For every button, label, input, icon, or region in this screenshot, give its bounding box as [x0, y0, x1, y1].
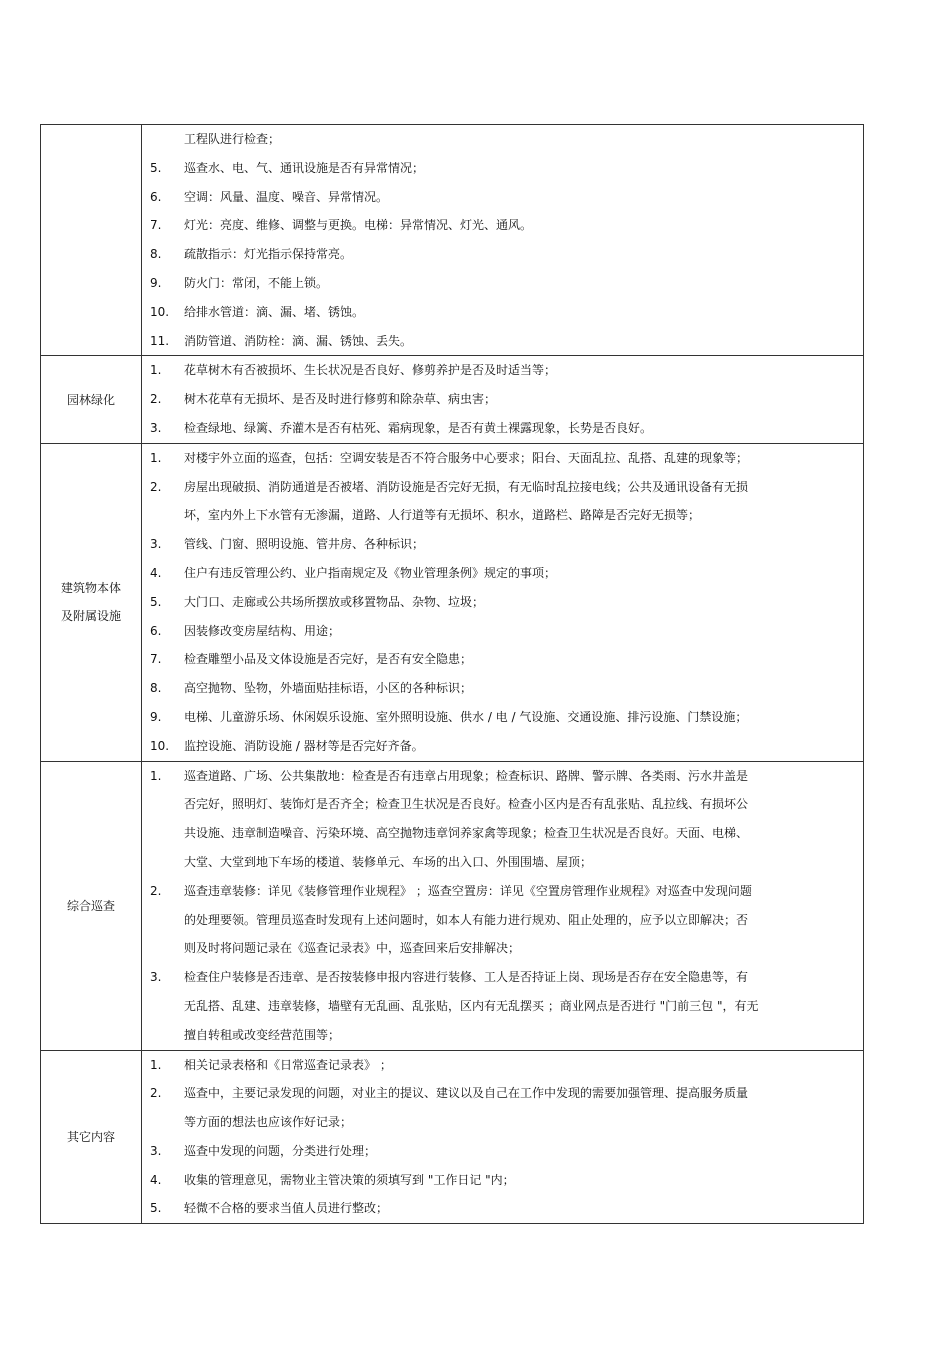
item-text: 大堂、大堂到地下车场的楼道、装修单元、车场的出入口、外围围墙、屋顶； — [184, 854, 593, 869]
item-text: 住户有违反管理公约、业户指南规定及《物业管理条例》规定的事项； — [184, 565, 557, 580]
list-item — [142, 790, 863, 819]
category-label: 及附属设施 — [60, 609, 121, 624]
content-cell — [142, 125, 864, 356]
content-cell — [142, 1050, 864, 1224]
item-text: 收集的管理意见，需物业主管决策的须填写到 "工作日记 "内； — [184, 1172, 515, 1187]
item-text: 坏，室内外上下水管有无渗漏，道路、人行道等有无损坏、积水，道路栏、路障是否完好无损等； — [184, 508, 701, 523]
category-label: 园林绿化 — [66, 392, 115, 407]
item-number: 4. — [150, 565, 162, 580]
list-item — [142, 154, 863, 183]
item-text: 监控设施、消防设施 / 器材等是否完好齐备。 — [184, 738, 424, 753]
item-number: 2. — [150, 883, 162, 898]
item-text: 否完好，照明灯、装饰灯是否齐全；检查卫生状况是否良好。检查小区内是否有乱张贴、乱拉线、有损坏公 — [184, 797, 749, 812]
item-number: 6. — [150, 189, 162, 204]
item-text: 树木花草有无损坏、是否及时进行修剪和除杂草、病虫害； — [184, 392, 497, 407]
category-label: 其它内容 — [66, 1129, 115, 1144]
item-text: 轻微不合格的要求当值人员进行整改； — [184, 1201, 389, 1216]
list-item — [142, 269, 863, 298]
category-label: 综合巡查 — [66, 898, 115, 913]
list-item — [142, 762, 863, 791]
content-cell — [142, 356, 864, 443]
item-text: 管线、门窗、照明设施、管井房、各种标识； — [184, 537, 425, 552]
item-text: 消防管道、消防栓：滴、漏、锈蚀、丢失。 — [184, 333, 413, 348]
category-cell — [41, 761, 142, 1050]
item-text: 空调：风量、温度、噪音、异常情况。 — [184, 189, 389, 204]
item-number: 8. — [150, 247, 162, 262]
list-item — [142, 414, 863, 443]
item-text: 灯光：亮度、维修、调整与更换。电梯：异常情况、灯光、通风。 — [184, 218, 533, 233]
item-text: 巡查中，主要记录发现的问题，对业主的提议、建议以及自己在工作中发现的需要加强管理、提高服务质量 — [184, 1086, 749, 1101]
list-item — [142, 444, 863, 473]
list-item — [142, 732, 863, 761]
item-text: 等方面的想法也应该作好记录； — [184, 1115, 353, 1130]
item-text: 无乱搭、乱建、违章装修，墙壁有无乱画、乱张贴，区内有无乱摆买 ；商业网点是否进行 "门前三包 "，有无 — [184, 998, 759, 1013]
category-cell — [41, 443, 142, 761]
list-item — [142, 1079, 863, 1108]
item-number: 7. — [150, 218, 162, 233]
item-text: 对楼宇外立面的巡查，包括：空调安装是否不符合服务中心要求；阳台、天面乱拉、乱搭、乱建的现象等； — [184, 450, 749, 465]
item-number: 3. — [150, 970, 162, 985]
item-number: 10. — [150, 304, 170, 319]
item-text: 高空抛物、坠物，外墙面贴挂标语，小区的各种标识； — [184, 681, 473, 696]
list-item — [142, 1051, 863, 1080]
category-cell — [41, 356, 142, 443]
inspection-table — [40, 124, 864, 1224]
item-number: 1. — [150, 1057, 162, 1072]
list-item — [142, 703, 863, 732]
list-item — [142, 617, 863, 646]
list-item — [142, 559, 863, 588]
item-text: 疏散指示：灯光指示保持常亮。 — [184, 247, 353, 262]
list-item — [142, 992, 863, 1021]
item-text: 擅自转租或改变经营范围等； — [184, 1027, 341, 1042]
content-cell — [142, 443, 864, 761]
list-item — [142, 819, 863, 848]
list-item — [142, 298, 863, 327]
list-item — [142, 645, 863, 674]
list-item — [142, 240, 863, 269]
table-row — [41, 356, 864, 443]
item-number: 1. — [150, 363, 162, 378]
list-item — [142, 385, 863, 414]
item-text: 花草树木有否被损坏、生长状况是否良好、修剪养护是否及时适当等； — [184, 363, 557, 378]
item-number: 2. — [150, 1086, 162, 1101]
item-text: 巡查水、电、气、通讯设施是否有异常情况； — [184, 160, 425, 175]
table-row — [41, 761, 864, 1050]
item-text: 检查住户装修是否违章、是否按装修申报内容进行装修、工人是否持证上岗、现场是否存在安全隐患等，有 — [184, 970, 749, 985]
item-number: 3. — [150, 537, 162, 552]
item-number: 2. — [150, 479, 162, 494]
item-number: 1. — [150, 450, 162, 465]
list-item — [142, 211, 863, 240]
list-item — [142, 183, 863, 212]
item-text: 巡查道路、广场、公共集散地：检查是否有违章占用现象；检查标识、路牌、警示牌、各类雨、污水井盖是 — [184, 768, 749, 783]
table-row — [41, 443, 864, 761]
category-cell — [41, 125, 142, 356]
item-number: 8. — [150, 681, 162, 696]
item-text: 相关记录表格和《日常巡查记录表》 ； — [184, 1057, 392, 1072]
list-item — [142, 501, 863, 530]
item-text: 因装修改变房屋结构、用途； — [184, 623, 341, 638]
item-number: 5. — [150, 160, 162, 175]
item-text: 工程队进行检查； — [184, 132, 281, 146]
item-text: 大门口、走廊或公共场所摆放或移置物品、杂物、垃圾； — [184, 594, 485, 609]
list-item — [142, 1108, 863, 1137]
list-item — [142, 1194, 863, 1223]
list-item — [142, 963, 863, 992]
list-item — [142, 1137, 863, 1166]
item-text: 电梯、儿童游乐场、休闲娱乐设施、室外照明设施、供水 / 电 / 气设施、交通设施、排污设施、门禁设施； — [184, 709, 748, 724]
item-number: 9. — [150, 275, 162, 290]
item-number: 1. — [150, 768, 162, 783]
item-text: 的处理要领。管理员巡查时发现有上述问题时，如本人有能力进行规劝、阻止处理的，应予以立即解决；否 — [184, 912, 749, 927]
item-number: 3. — [150, 420, 162, 435]
list-item — [142, 906, 863, 935]
list-item — [142, 356, 863, 385]
category-label: 建筑物本体 — [60, 581, 121, 596]
list-item — [142, 674, 863, 703]
item-number: 3. — [150, 1143, 162, 1158]
list-item — [142, 125, 863, 154]
list-item — [142, 530, 863, 559]
list-item — [142, 588, 863, 617]
item-number: 5. — [150, 1201, 162, 1216]
table-row — [41, 125, 864, 356]
item-text: 共设施、违章制造噪音、污染环境、高空抛物违章饲养家禽等现象；检查卫生状况是否良好。天面、电梯、 — [184, 826, 749, 841]
item-number: 9. — [150, 709, 162, 724]
item-number: 10. — [150, 738, 170, 753]
item-number: 5. — [150, 594, 162, 609]
item-text: 则及时将问题记录在《巡查记录表》中，巡查回来后安排解决； — [184, 941, 521, 956]
list-item — [142, 848, 863, 877]
item-number: 4. — [150, 1172, 162, 1187]
item-number: 7. — [150, 652, 162, 667]
item-text: 检查雕塑小品及文体设施是否完好，是否有安全隐患； — [184, 652, 473, 667]
item-text: 给排水管道：滴、漏、堵、锈蚀。 — [184, 304, 365, 319]
list-item — [142, 327, 863, 356]
list-item — [142, 1021, 863, 1050]
content-cell — [142, 761, 864, 1050]
item-number: 6. — [150, 623, 162, 638]
list-item — [142, 934, 863, 963]
list-item — [142, 473, 863, 502]
item-text: 检查绿地、绿篱、乔灌木是否有枯死、霜病现象，是否有黄土裸露现象，长势是否良好。 — [184, 420, 653, 435]
item-number: 2. — [150, 392, 162, 407]
list-item — [142, 1166, 863, 1195]
list-item — [142, 877, 863, 906]
item-text: 巡查违章装修：详见《装修管理作业规程》 ；巡查空置房：详见《空置房管理作业规程》对巡查中发现问题 — [184, 883, 752, 898]
category-cell — [41, 1050, 142, 1224]
item-text: 防火门：常闭，不能上锁。 — [184, 275, 329, 290]
item-text: 巡查中发现的问题，分类进行处理； — [184, 1143, 377, 1158]
table-row — [41, 1050, 864, 1224]
item-number: 11. — [150, 333, 170, 348]
item-text: 房屋出现破损、消防通道是否被堵、消防设施是否完好无损，有无临时乱拉接电线；公共及通讯设备有无损 — [184, 479, 749, 494]
